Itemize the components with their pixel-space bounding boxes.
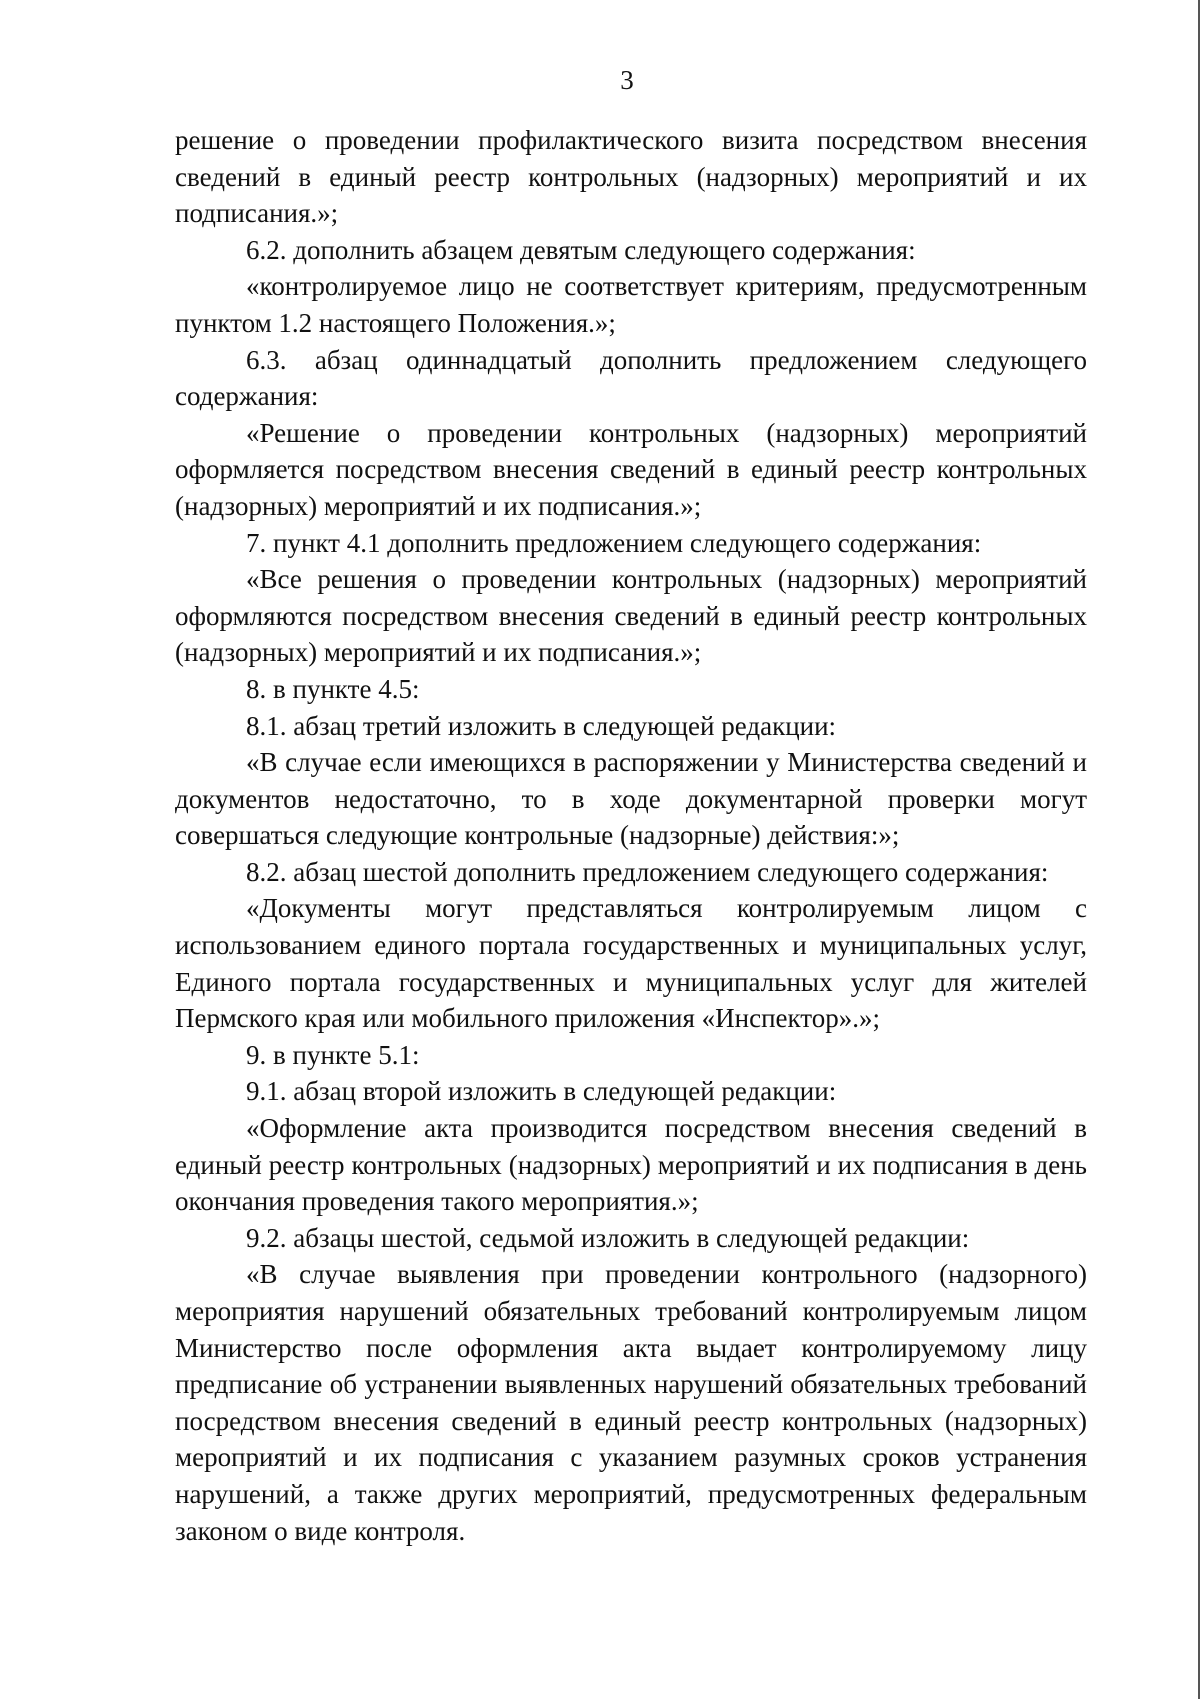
- paragraph-7-text: «Все решения о проведении контрольных (надзорных) мероприятий оформляются посредством внесения сведений в единый реестр контрольных (надзорных) мероприятий и их подписания.»;: [175, 564, 1087, 668]
- paragraph-8-2: 8.2. абзац шестой дополнить предложением следующего содержания:: [246, 856, 1049, 887]
- paragraph-6-3-text: «Решение о проведении контрольных (надзорных) мероприятий оформляется посредством внесения сведений в единый реестр контрольных (надзорных) мероприятий и их подписания.»;: [175, 417, 1087, 521]
- paragraph-9-1: 9.1. абзац второй изложить в следующей редакции:: [246, 1076, 837, 1107]
- paragraph-6-3: 6.3. абзац одиннадцатый дополнить предложением следующего содержания:: [175, 344, 1087, 412]
- paragraph-9: 9. в пункте 5.1:: [246, 1039, 420, 1070]
- paragraph-6-2: 6.2. дополнить абзацем девятым следующего содержания:: [246, 234, 916, 265]
- paragraph-8: 8. в пункте 4.5:: [246, 673, 420, 704]
- paragraph-6-2-text: «контролируемое лицо не соответствует критериям, предусмотренным пунктом 1.2 настоящего Положения.»;: [175, 271, 1087, 338]
- paragraph-8-2-text: «Документы могут представляться контролируемым лицом с использованием единого портала государственных и муниципальных услуг, Единого портала государственных и муниципальных услуг для жителей Пермского края или мобильного приложения «Инспектор».»;: [175, 893, 1087, 1034]
- paragraph-8-1: 8.1. абзац третий изложить в следующей редакции:: [246, 710, 837, 741]
- paragraph-7: 7. пункт 4.1 дополнить предложением следующего содержания:: [246, 527, 982, 558]
- paragraph-continuation: решение о проведении профилактического визита посредством внесения сведений в единый реестр контрольных (надзорных) мероприятий и их подписания.»;: [175, 125, 1087, 229]
- paragraph-9-2: 9.2. абзацы шестой, седьмой изложить в следующей редакции:: [246, 1222, 970, 1253]
- paragraph-8-1-text: «В случае если имеющихся в распоряжении у Министерства сведений и документов недостаточно, то в ходе документарной проверки могут совершаться следующие контрольные (надзорные) действия:»;: [175, 747, 1087, 851]
- paragraph-9-1-text: «Оформление акта производится посредством внесения сведений в единый реестр контрольных (надзорных) мероприятий и их подписания в день окончания проведения такого мероприятия.»;: [175, 1113, 1087, 1217]
- paragraph-9-2-text: «В случае выявления при проведении контрольного (надзорного) мероприятия нарушений обязательных требований контролируемым лицом Министерство после оформления акта выдает контролируемому лицу предписание об устранении выявленных нарушений обязательных требований посредством внесения сведений в единый реестр контрольных (надзорных) мероприятий и их подписания с указанием разумных сроков устранения нарушений, а также других мероприятий, предусмотренных федеральным законом о виде контроля.: [175, 1259, 1087, 1546]
- document-body: [175, 122, 1087, 1549]
- page-number: 3: [620, 65, 634, 95]
